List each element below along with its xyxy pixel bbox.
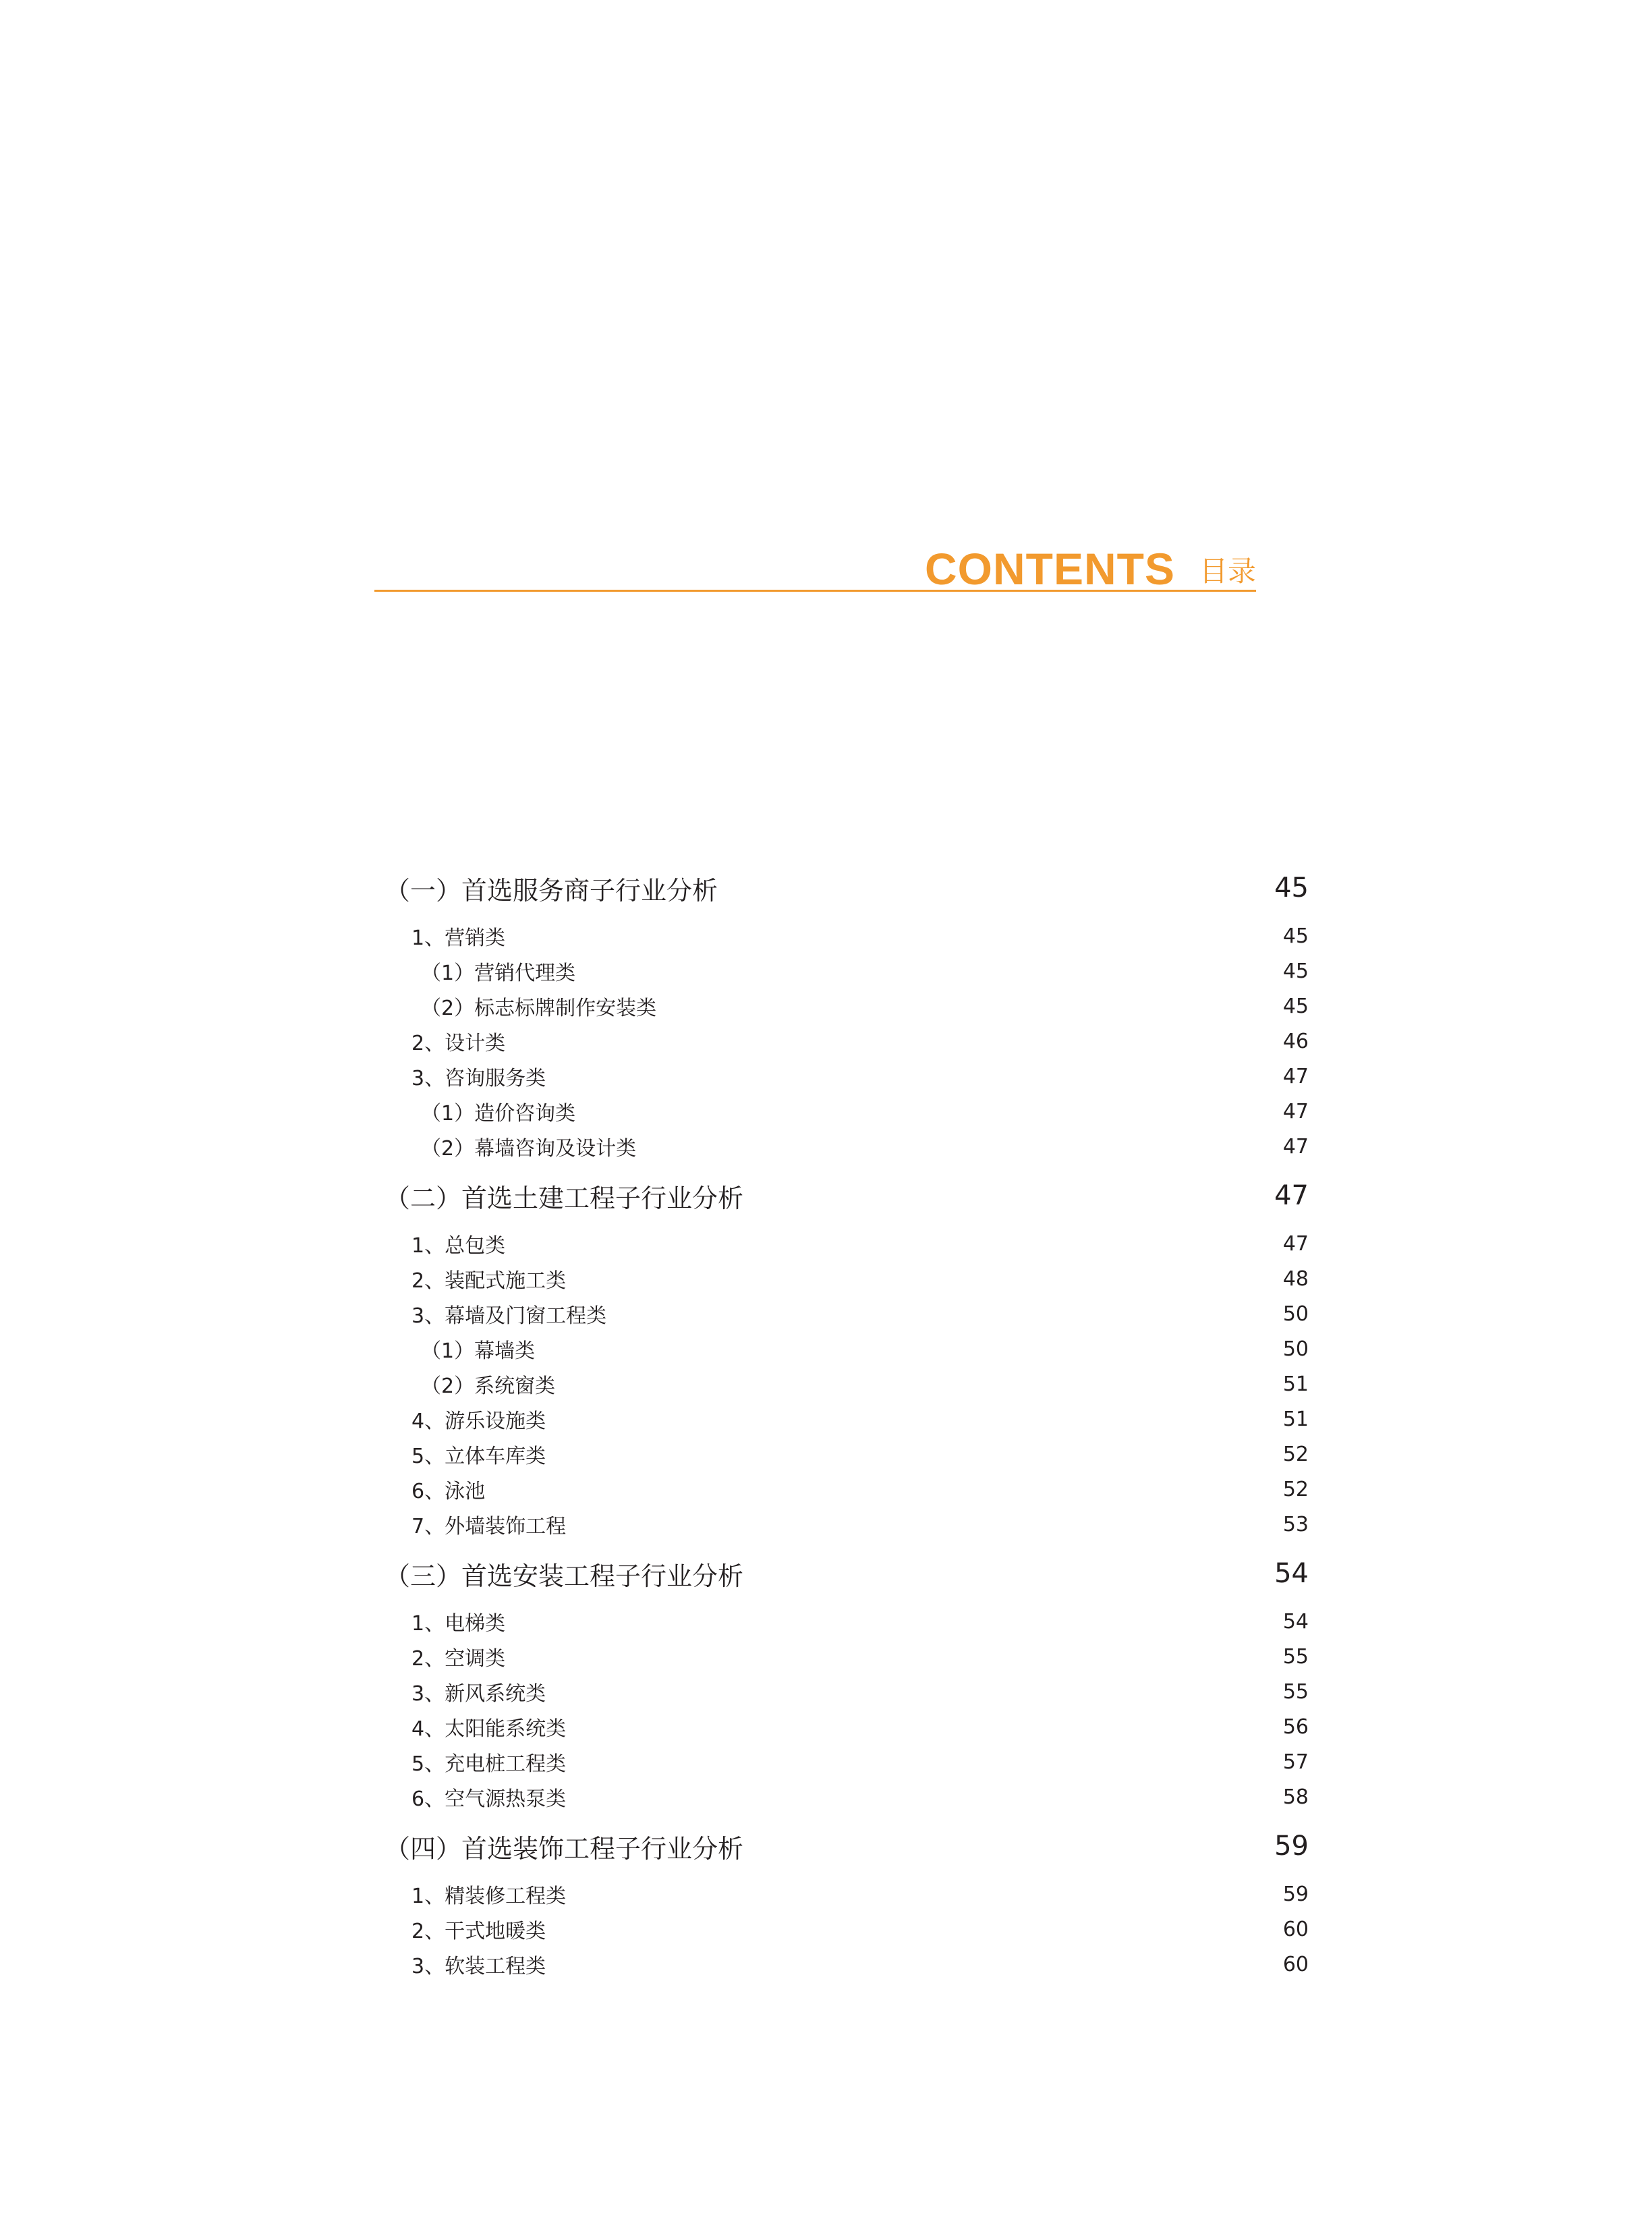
toc-item-row[interactable] (384, 918, 1309, 953)
toc-item-page-number: 53 (1282, 1512, 1309, 1536)
toc-item-page-number: 60 (1282, 1917, 1309, 1941)
toc-subitem-page-number: 45 (1282, 994, 1309, 1018)
toc-item-page-number: 54 (1282, 1609, 1309, 1634)
toc-item-label: 2、设计类 (411, 1032, 506, 1055)
toc-subitem-row[interactable] (384, 1094, 1309, 1129)
toc-item-label: 1、营销类 (411, 926, 506, 950)
toc-item-page-number: 50 (1282, 1302, 1309, 1326)
toc-subitem-row[interactable] (384, 989, 1309, 1024)
toc-item-label: 2、干式地暖类 (411, 1920, 546, 1943)
toc-item-page-number: 45 (1282, 924, 1309, 948)
toc-item-label: 2、空调类 (411, 1647, 506, 1671)
toc-item-row[interactable] (384, 1296, 1309, 1331)
toc-item-page-number: 58 (1282, 1785, 1309, 1809)
toc-item-page-number: 60 (1282, 1952, 1309, 1976)
toc-item-label: 1、总包类 (411, 1234, 506, 1258)
toc-subitem-page-number: 47 (1282, 1099, 1309, 1123)
toc-section-label: （一）首选服务商子行业分析 (384, 875, 718, 906)
toc-item-row[interactable] (384, 1059, 1309, 1094)
toc-item-label: 2、装配式施工类 (411, 1269, 567, 1293)
toc-item-page-number: 48 (1282, 1267, 1309, 1291)
toc-item-row[interactable] (384, 1507, 1309, 1542)
toc-item-page-number: 47 (1282, 1231, 1309, 1256)
toc-section-page-number: 47 (1274, 1180, 1309, 1211)
toc-item-row[interactable] (384, 1709, 1309, 1744)
toc-item-page-number: 55 (1282, 1679, 1309, 1704)
toc-item-row[interactable] (384, 1226, 1309, 1261)
toc-subitem-page-number: 47 (1282, 1134, 1309, 1159)
toc-item-label: 5、立体车库类 (411, 1445, 546, 1468)
toc-item-label: 1、精装修工程类 (411, 1885, 567, 1908)
toc-section-label: （三）首选安装工程子行业分析 (384, 1561, 744, 1591)
toc-subitem-label: （2）系统窗类 (421, 1374, 556, 1398)
toc-item-label: 4、游乐设施类 (411, 1410, 546, 1433)
toc-item-page-number: 59 (1282, 1882, 1309, 1906)
toc-item-row[interactable] (384, 1639, 1309, 1674)
toc-section-row[interactable] (384, 866, 1309, 910)
toc-item-label: 1、电梯类 (411, 1612, 506, 1636)
contents-title-cn: 目录 (1199, 555, 1256, 588)
toc-item-row[interactable] (384, 1876, 1309, 1912)
toc-section-spacer (384, 910, 1309, 918)
toc-item-row[interactable] (384, 1437, 1309, 1472)
toc-item-label: 5、充电桩工程类 (411, 1752, 567, 1776)
toc-item-row[interactable] (384, 1744, 1309, 1779)
toc-item-label: 4、太阳能系统类 (411, 1717, 567, 1741)
toc-item-page-number: 56 (1282, 1715, 1309, 1739)
toc-subitem-page-number: 50 (1282, 1337, 1309, 1361)
contents-header (374, 533, 1256, 592)
toc-item-row[interactable] (384, 1947, 1309, 1982)
toc-item-page-number: 52 (1282, 1442, 1309, 1466)
toc-subitem-label: （1）造价咨询类 (421, 1102, 576, 1125)
toc-subitem-row[interactable] (384, 953, 1309, 989)
toc-item-row[interactable] (384, 1024, 1309, 1059)
toc-section-page-number: 54 (1274, 1558, 1309, 1589)
toc-item-row[interactable] (384, 1472, 1309, 1507)
toc-item-row[interactable] (384, 1401, 1309, 1437)
toc-subitem-row[interactable] (384, 1331, 1309, 1366)
toc-subitem-page-number: 45 (1282, 959, 1309, 983)
toc-section-spacer (384, 1218, 1309, 1226)
toc-section-row[interactable] (384, 1173, 1309, 1218)
toc-subitem-row[interactable] (384, 1129, 1309, 1164)
toc-item-row[interactable] (384, 1912, 1309, 1947)
toc-item-row[interactable] (384, 1261, 1309, 1296)
toc-subitem-row[interactable] (384, 1366, 1309, 1401)
toc-section-row[interactable] (384, 1824, 1309, 1868)
toc-section-label: （二）首选土建工程子行业分析 (384, 1183, 744, 1213)
toc-item-page-number: 47 (1282, 1064, 1309, 1088)
toc-section-page-number: 59 (1274, 1831, 1309, 1862)
table-of-contents (384, 866, 1309, 1982)
toc-subitem-label: （2）标志标牌制作安装类 (421, 997, 657, 1020)
toc-subitem-page-number: 51 (1282, 1372, 1309, 1396)
toc-section-spacer (384, 1596, 1309, 1604)
toc-item-label: 3、软装工程类 (411, 1955, 546, 1978)
toc-item-row[interactable] (384, 1604, 1309, 1639)
toc-item-row[interactable] (384, 1674, 1309, 1709)
toc-item-page-number: 46 (1282, 1029, 1309, 1053)
toc-item-page-number: 55 (1282, 1644, 1309, 1669)
toc-section-spacer (384, 1868, 1309, 1876)
contents-title-en: CONTENTS (925, 544, 1175, 594)
toc-section-row[interactable] (384, 1551, 1309, 1596)
toc-item-row[interactable] (384, 1779, 1309, 1814)
toc-item-label: 3、咨询服务类 (411, 1067, 546, 1090)
toc-subitem-label: （2）幕墙咨询及设计类 (421, 1137, 637, 1161)
toc-subitem-label: （1）营销代理类 (421, 962, 576, 985)
toc-section-label: （四）首选装饰工程子行业分析 (384, 1833, 744, 1864)
toc-item-page-number: 51 (1282, 1407, 1309, 1431)
toc-item-page-number: 57 (1282, 1750, 1309, 1774)
toc-section-page-number: 45 (1274, 872, 1309, 903)
toc-item-label: 3、幕墙及门窗工程类 (411, 1304, 607, 1328)
toc-item-page-number: 52 (1282, 1477, 1309, 1501)
toc-item-label: 3、新风系统类 (411, 1682, 546, 1706)
toc-item-label: 6、泳池 (411, 1480, 486, 1503)
toc-item-label: 7、外墙装饰工程 (411, 1515, 567, 1538)
toc-subitem-label: （1）幕墙类 (421, 1339, 536, 1363)
toc-item-label: 6、空气源热泵类 (411, 1787, 567, 1811)
